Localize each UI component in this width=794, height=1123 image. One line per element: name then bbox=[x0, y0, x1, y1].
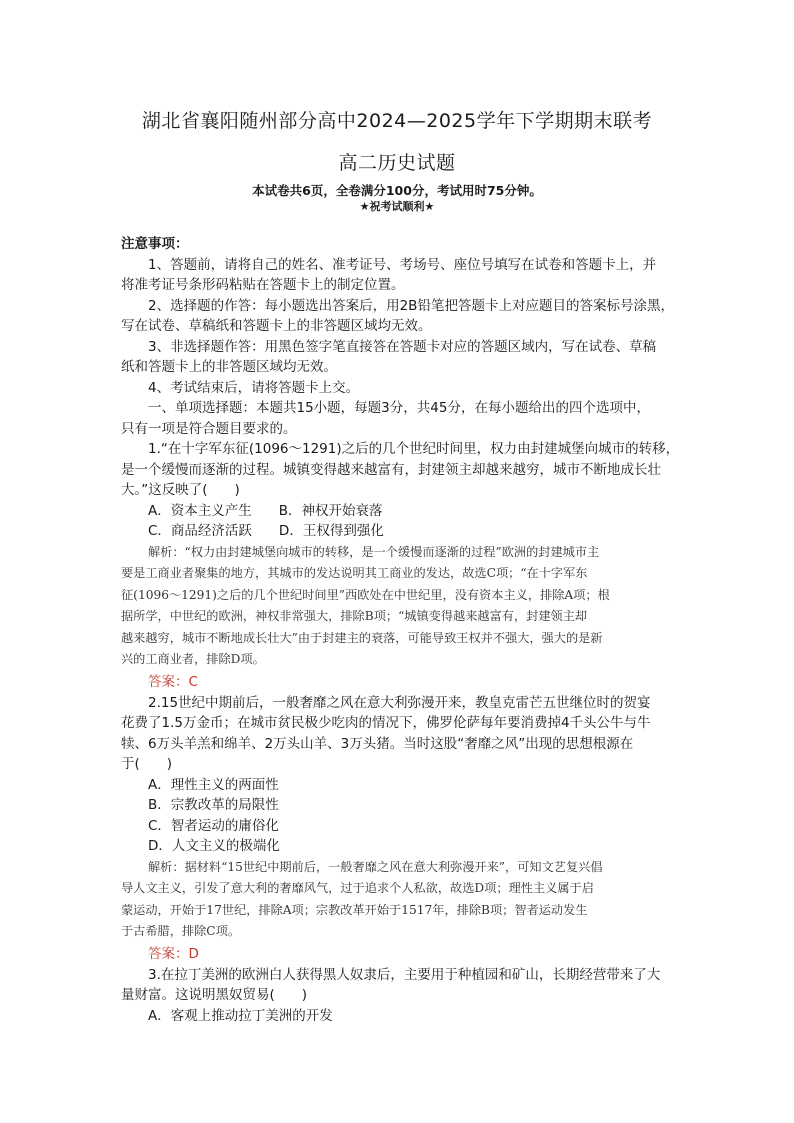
note-line: 4、考试结束后，请将答题卡上交。 bbox=[148, 379, 360, 396]
exam-info: 本试卷共6页，全卷满分100分，考试用时75分钟。 bbox=[252, 183, 542, 198]
note-line: 2、选择题的作答：每小题选出答案后，用2B铅笔把答题卡上对应题目的答案标号涂黑， bbox=[148, 297, 674, 314]
question-option: A．资本主义产生 B．神权开始衰落 bbox=[148, 502, 383, 519]
question-option: C．商品经济活跃 D．王权得到强化 bbox=[148, 523, 384, 539]
question-stem: 花费了1.5万金币；在城市贫民极少吃肉的情况下，佛罗伦萨每年要消费掉4千头公牛与牛 bbox=[121, 715, 651, 731]
note-line: 纸和答题卡上的非答题区域均无效。 bbox=[121, 359, 337, 375]
exam-body bbox=[121, 234, 680, 1026]
question-option: B．宗教改革的局限性 bbox=[148, 797, 279, 813]
answer-line: 答案：D bbox=[148, 945, 199, 962]
exam-subtitle: 高二历史试题 bbox=[338, 152, 456, 174]
note-line: 3、非选择题作答：用黑色签字笔直接答在答题卡对应的答题区域内，写在试卷、草稿 bbox=[148, 338, 657, 355]
question-option: A．客观上推动拉丁美洲的开发 bbox=[148, 1007, 333, 1024]
analysis-line: 据所学，中世纪的欧洲，神权非常强大，排除B项；“城镇变得越来越富有，封建领主却 bbox=[121, 609, 588, 623]
question-option: D．人文主义的极端化 bbox=[148, 838, 280, 854]
question-stem: 大。”这反映了( ) bbox=[121, 482, 240, 498]
exam-wish: ★祝考试顺利★ bbox=[359, 200, 435, 213]
section-intro: 只有一项是符合题目要求的。 bbox=[121, 420, 297, 437]
question-stem: 于( ) bbox=[121, 756, 173, 772]
analysis-line: 要是工商业者聚集的地方，其城市的发达说明其工商业的发达，故选C项；“在十字军东 bbox=[121, 566, 588, 580]
question-stem: 3.在拉丁美洲的欧洲白人获得黑人奴隶后，主要用于种植园和矿山，长期经营带来了大 bbox=[148, 966, 661, 983]
section-intro: 一、单项选择题：本题共15小题，每题3分，共45分，在每小题给出的四个选项中， bbox=[148, 400, 650, 416]
question-stem: 是一个缓慢而逐渐的过程。城镇变得越来越富有，封建领主却越来越穷，城市不断地成长壮 bbox=[121, 461, 661, 478]
analysis-line: 越来越穷，城市不断地成长壮大”由于封建主的衰落，可能导致王权并不强大，强大的是新 bbox=[121, 630, 603, 645]
analysis-line: 兴的工商业者，排除D项。 bbox=[121, 652, 265, 666]
question-option: A．理性主义的两面性 bbox=[148, 776, 279, 793]
exam-title: 湖北省襄阳随州部分高中2024—2025学年下学期期末联考 bbox=[141, 110, 653, 132]
notes-heading: 注意事项： bbox=[121, 236, 189, 252]
question-stem: 犊、6万头羊羔和绵羊、2万头山羊、3万头猪。当时这股“奢靡之风”出现的思想根源在 bbox=[121, 735, 634, 752]
question-stem: 2.15世纪中期前后，一般奢靡之风在意大利弥漫开来，教皇克雷芒五世继位时的贺宴 bbox=[148, 694, 651, 711]
note-line: 1、答题前，请将自己的姓名、准考证号、考场号、座位号填写在试卷和答题卡上，并 bbox=[148, 256, 657, 273]
note-line: 将准考证号条形码粘贴在答题卡上的制定位置。 bbox=[121, 277, 405, 293]
analysis-line: 解析：据材料“15世纪中期前后，一般奢靡之风在意大利弥漫开来”，可知文艺复兴倡 bbox=[148, 859, 603, 874]
question-option: C．智者运动的庸俗化 bbox=[148, 817, 279, 834]
note-line: 写在试卷、草稿纸和答题卡上的非答题区域均无效。 bbox=[121, 318, 432, 334]
analysis-line: 解析：“权力由封建城堡向城市的转移，是一个缓慢而逐渐的过程”欧洲的封建城市主 bbox=[148, 544, 600, 559]
analysis-line: 于古希腊，排除C项。 bbox=[121, 924, 241, 938]
analysis-line: 征(1096～1291)之后的几个世纪时间里”西欧处在中世纪里，没有资本主义，排除A项；根 bbox=[121, 587, 610, 602]
question-stem: 1.“在十字军东征(1096～1291)之后的几个世纪时间里，权力由封建城堡向城市的转移， bbox=[148, 441, 680, 457]
analysis-line: 导人文主义，引发了意大利的奢靡风气，过于追求个人私欲，故选D项；理性主义属于启 bbox=[121, 881, 594, 895]
answer-line: 答案：C bbox=[148, 673, 198, 690]
question-stem: 量财富。这说明黑奴贸易( ) bbox=[121, 987, 308, 1003]
analysis-line: 蒙运动，开始于17世纪，排除A项；宗教改革开始于1517年，排除B项；智者运动发生 bbox=[121, 902, 588, 917]
